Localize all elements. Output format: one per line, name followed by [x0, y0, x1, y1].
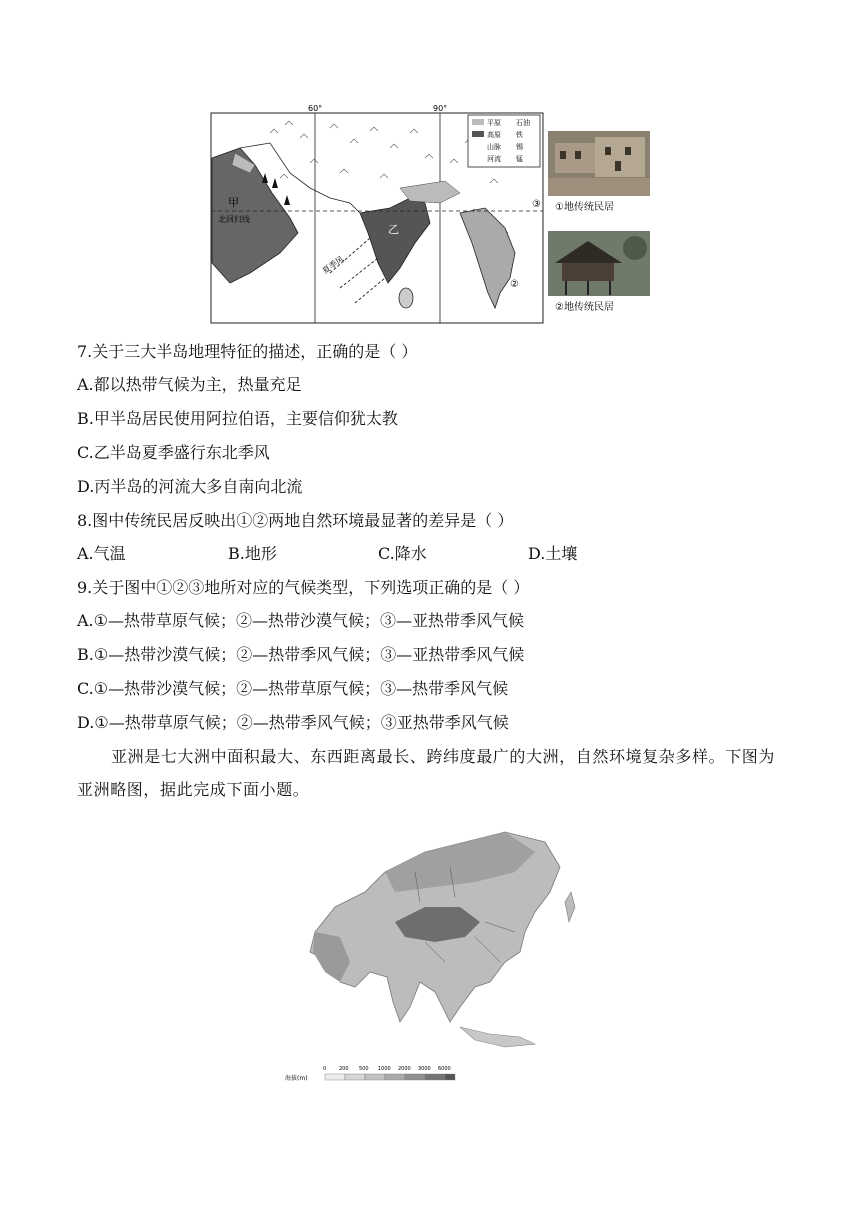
peninsula-map-figure — [210, 103, 652, 325]
scale-tick-6: 6000 — [438, 1066, 451, 1072]
legend-plain: 平原 — [487, 119, 501, 127]
tropic-label: 北回归线 — [218, 215, 250, 224]
question-8-stem: 8.图中传统民居反映出①②两地自然环境最显著的差异是（ ） — [77, 511, 514, 530]
elevation-scale-bar — [325, 1074, 455, 1080]
scale-tick-1: 200 — [339, 1066, 349, 1072]
question-8-option-a[interactable]: A.气温 — [77, 544, 126, 563]
japan-islands — [565, 892, 575, 922]
label-yi: 乙 — [388, 223, 399, 236]
label-jia: 甲 — [228, 196, 239, 209]
question-8-option-c[interactable]: C.降水 — [378, 544, 427, 563]
scale-tick-0: 0 — [323, 1066, 327, 1072]
legend-manganese: 锰 — [516, 155, 523, 163]
house-photo-2 — [548, 231, 650, 296]
lon-label-90: 90° — [433, 104, 448, 113]
question-7-option-b[interactable]: B.甲半岛居民使用阿拉伯语，主要信仰犹太教 — [77, 409, 398, 428]
house-caption-2: ②地传统民居 — [555, 302, 614, 313]
scale-tick-2: 500 — [359, 1066, 369, 1072]
question-8-option-d[interactable]: D.土壤 — [528, 544, 578, 563]
question-9-option-a[interactable]: A.①—热带草原气候；②—热带沙漠气候；③—亚热带季风气候 — [77, 611, 524, 630]
legend-plateau: 高原 — [487, 131, 501, 139]
legend-mountain: 山脉 — [487, 143, 501, 151]
sri-lanka — [399, 288, 413, 308]
asia-relief-map — [275, 812, 597, 1084]
legend-oil: 石油 — [516, 119, 530, 127]
marker-2: ② — [510, 279, 519, 290]
question-9-option-d[interactable]: D.①—热带草原气候；②—热带季风气候；③亚热带季风气候 — [77, 713, 509, 732]
question-8-option-b[interactable]: B.地形 — [228, 544, 277, 563]
scale-tick-5: 3000 — [418, 1066, 431, 1072]
question-7-option-c[interactable]: C.乙半岛夏季盛行东北季风 — [77, 443, 270, 462]
question-7-option-a[interactable]: A.都以热带气候为主，热量充足 — [77, 375, 302, 394]
legend-river: 河流 — [487, 155, 501, 163]
asia-intro-paragraph: 亚洲是七大洲中面积最大、东西距离最长、跨纬度最广的大洲，自然环境复杂多样。下图为亚洲略图，据此完成下面小题。 — [77, 747, 776, 799]
legend-tin: 锡 — [516, 143, 523, 151]
marker-3: ③ — [532, 199, 541, 210]
scale-tick-4: 2000 — [398, 1066, 411, 1072]
elevation-scale-label: 海拔(m) — [285, 1075, 308, 1082]
question-7-stem: 7.关于三大半岛地理特征的描述，正确的是（ ） — [77, 342, 418, 361]
lon-label-60: 60° — [308, 104, 323, 113]
question-9-stem: 9.关于图中①②③地所对应的气候类型，下列选项正确的是（ ） — [77, 578, 530, 597]
question-9-option-c[interactable]: C.①—热带沙漠气候；②—热带草原气候；③—热带季风气候 — [77, 679, 509, 698]
house-caption-1: ①地传统民居 — [555, 202, 614, 213]
question-7-option-d[interactable]: D.丙半岛的河流大多自南向北流 — [77, 477, 303, 496]
indonesia-islands — [460, 1027, 535, 1047]
house-photo-1 — [548, 131, 650, 196]
scale-tick-3: 1000 — [378, 1066, 391, 1072]
map-legend — [468, 115, 540, 167]
legend-iron: 铁 — [516, 131, 523, 139]
question-9-option-b[interactable]: B.①—热带沙漠气候；②—热带季风气候；③—亚热带季风气候 — [77, 645, 525, 664]
monsoon-label: 夏季风 — [320, 254, 346, 276]
